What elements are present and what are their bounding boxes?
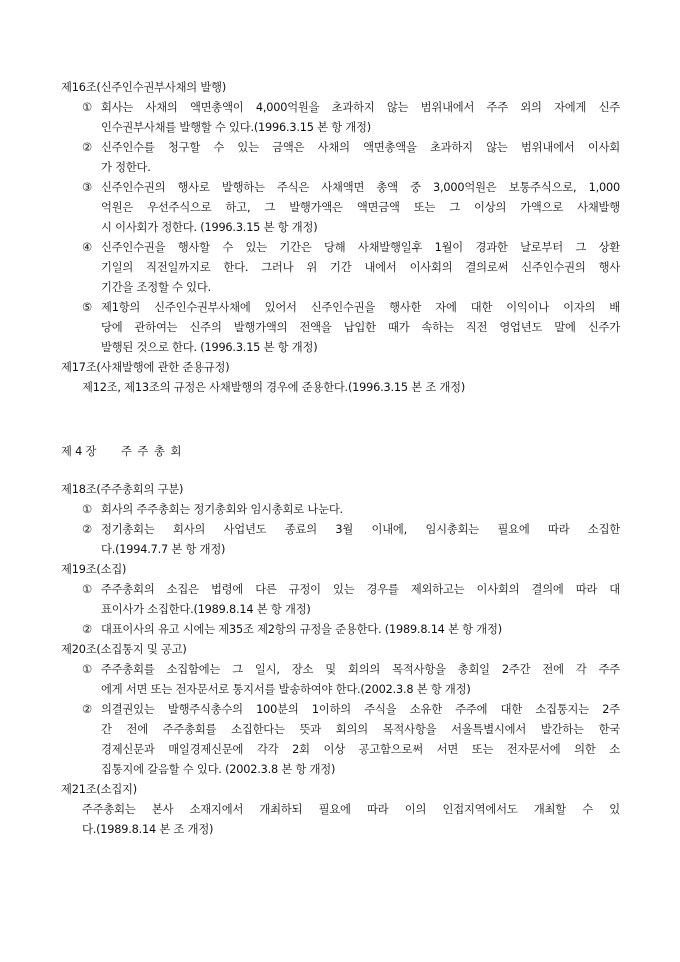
- article-18-item-1-line-1: 회사의 주주총회는 정기총회와 임시총회로 나눈다.: [101, 503, 343, 516]
- article-16-item-3-number: ③: [82, 181, 93, 194]
- article-19-title: 제19조(소집): [61, 563, 127, 576]
- article-18-item-2-line-2: 다.(1994.7.7 본 항 개정): [101, 543, 226, 556]
- article-16-item-5-line-2: 당에 관하여는 신주의 발행가액의 전액을 납입한 때가 속하는 직전 영업년도 말에 신주가: [101, 321, 620, 334]
- article-18-item-2-line-1: 정기총회는 회사의 사업년도 종료의 3월 이내에, 임시총회는 필요에 따라 소집한: [101, 523, 620, 536]
- article-19-item-1-line-1: 주주총회의 소집은 법령에 다른 규정이 있는 경우를 제외하고는 이사회의 결의에 따라 대: [101, 583, 620, 596]
- article-16-item-4-line-1: 신주인수권을 행사할 수 있는 기간은 당해 사채발행일후 1월이 경과한 날로부터 그 상환: [101, 241, 620, 254]
- article-16-item-4-number: ④: [82, 241, 93, 254]
- article-16-item-1-line-2: 인수권부사채를 발행할 수 있다.(1996.3.15 본 항 개정): [101, 121, 371, 134]
- article-20-item-2-line-4: 집통지에 갈음할 수 있다. (2002.3.8 본 항 개정): [101, 763, 336, 776]
- article-20-title: 제20조(소집통지 및 공고): [61, 643, 187, 656]
- article-16-item-5-number: ⑤: [82, 301, 93, 314]
- chapter-label: 제 4 장: [61, 445, 97, 458]
- article-18-item-1-number: ①: [82, 503, 93, 516]
- article-16-item-5-line-1: 제1항의 신주인수권부사채에 있어서 신주인수권을 행사한 자에 대한 이익이나 이자의 배: [101, 301, 620, 314]
- article-17-title: 제17조(사채발행에 관한 준용규정): [61, 361, 230, 374]
- chapter-title: 주 주 총 회: [121, 445, 183, 458]
- article-20-item-1-line-1: 주주총회를 소집함에는 그 일시, 장소 및 회의의 목적사항을 총회일 2주간 전에 각 주주: [101, 663, 620, 676]
- article-21-line-1: 주주총회는 본사 소재지에서 개최하되 필요에 따라 이의 인접지역에서도 개최할 수 있: [82, 803, 620, 816]
- article-20-item-2-number: ②: [82, 703, 93, 716]
- article-16-item-2-line-2: 가 정한다.: [101, 161, 151, 174]
- article-16-item-4-line-2: 기일의 직전일까지로 한다. 그러나 위 기간 내에서 이사회의 결의로써 신주인수권의 행사: [101, 261, 620, 274]
- article-20-item-2-line-1: 의결권있는 발행주식총수의 100분의 1이하의 주식을 소유한 주주에 대한 소집통지는 2주: [101, 703, 620, 716]
- article-20-item-1-line-2: 에게 서면 또는 전자문서로 통지서를 발송하여야 한다.(2002.3.8 본 항 개정): [101, 683, 471, 696]
- article-16-item-4-line-3: 기간을 조정할 수 있다.: [101, 281, 211, 294]
- article-16-title: 제16조(신주인수권부사채의 발행): [61, 81, 227, 94]
- article-19-item-1-number: ①: [82, 583, 93, 596]
- article-16-item-2-line-1: 신주인수를 청구할 수 있는 금액은 사채의 액면총액을 초과하지 않는 범위내에서 이사회: [101, 141, 620, 154]
- article-18-item-2-number: ②: [82, 523, 93, 536]
- article-17-body: 제12조, 제13조의 규정은 사채발행의 경우에 준용한다.(1996.3.15 본 조 개정): [82, 381, 466, 394]
- article-16-item-3-line-3: 시 이사회가 정한다. (1996.3.15 본 항 개정): [101, 221, 318, 234]
- article-20-item-2-line-3: 경제신문과 매일경제신문에 각각 2회 이상 공고함으로써 서면 또는 전자문서에 의한 소: [101, 743, 620, 756]
- article-16-item-1-line-1: 회사는 사채의 액면총액이 4,000억원을 초과하지 않는 범위내에서 주주 외의 자에게 신주: [101, 101, 620, 114]
- article-20-item-1-number: ①: [82, 663, 93, 676]
- article-18-title: 제18조(주주총회의 구분): [61, 483, 184, 496]
- article-16-item-3-line-2: 억원은 우선주식으로 하고, 그 발행가액은 액면금액 또는 그 이상의 가액으로 사채발행: [101, 201, 620, 214]
- article-16-item-3-line-1: 신주인수권의 행사로 발행하는 주식은 사채액면 총액 중 3,000억원은 보통주식으로, 1,000: [101, 181, 620, 194]
- article-21-line-2: 다.(1989.8.14 본 조 개정): [82, 823, 214, 836]
- article-16-item-5-line-3: 발행된 것으로 한다. (1996.3.15 본 항 개정): [101, 341, 318, 354]
- article-16-item-2-number: ②: [82, 141, 93, 154]
- article-19-item-2-number: ②: [82, 623, 93, 636]
- article-19-item-2-line-1: 대표이사의 유고 시에는 제35조 제2항의 규정을 준용한다. (1989.8.14 본 항 개정): [101, 623, 502, 636]
- article-20-item-2-line-2: 간 전에 주주총회를 소집한다는 뜻과 회의의 목적사항을 서울특별시에서 발간하는 한국: [101, 723, 620, 736]
- article-19-item-1-line-2: 표이사가 소집한다.(1989.8.14 본 항 개정): [101, 603, 311, 616]
- article-21-title: 제21조(소집지): [61, 783, 137, 796]
- article-16-item-1-number: ①: [82, 101, 93, 114]
